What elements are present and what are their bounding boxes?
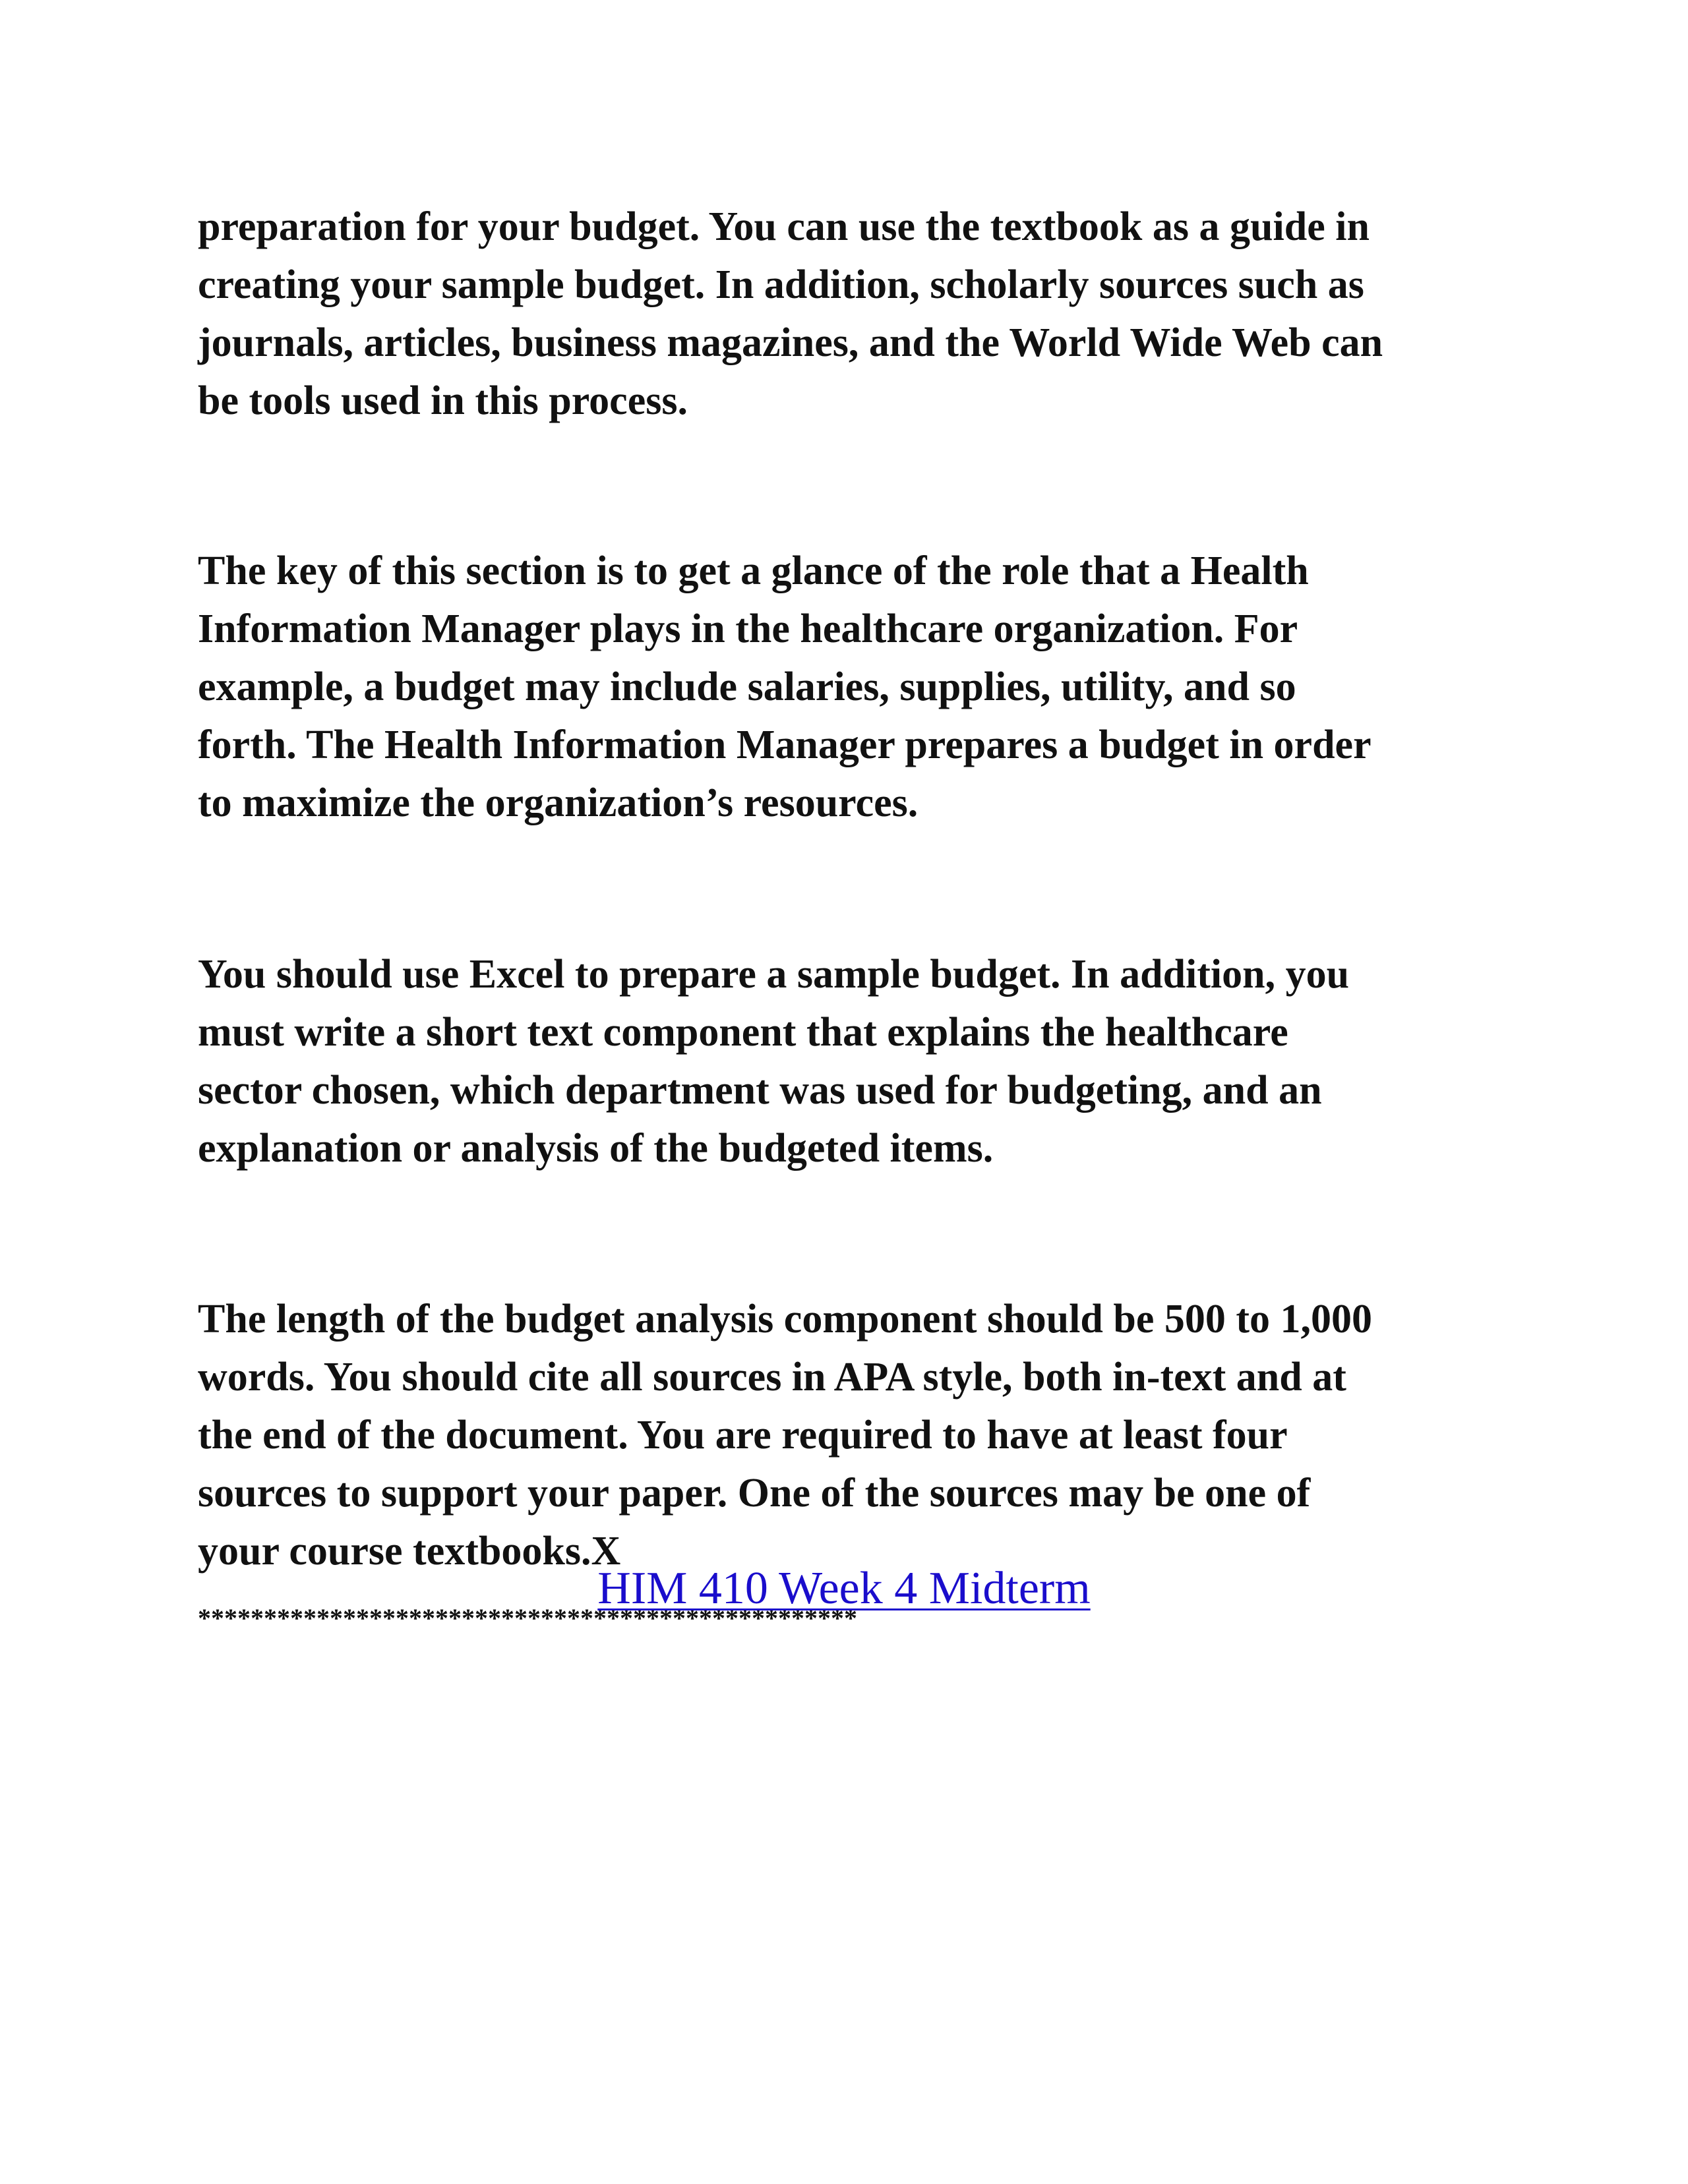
paragraph-length-requirements — [198, 1290, 1372, 1580]
text-line: the end of the document. You are required to have at least four — [198, 1413, 1288, 1458]
text-line: explanation or analysis of the budgeted items. — [198, 1126, 994, 1171]
paragraph-excel-budget — [198, 945, 1349, 1177]
text-line: creating your sample budget. In addition, scholarly sources such as — [198, 262, 1364, 307]
asterisk-separator: ************************************************** — [198, 1603, 857, 1633]
text-line: to maximize the organization’s resources. — [198, 781, 919, 825]
text-line: The length of the budget analysis component should be 500 to 1,000 — [198, 1297, 1373, 1342]
text-line: your course textbooks.X — [198, 1529, 621, 1574]
text-line: example, a budget may include salaries, supplies, utility, and so — [198, 664, 1296, 709]
text-line: must write a short text component that explains the healthcare — [198, 1010, 1288, 1055]
text-line: be tools used in this process. — [198, 378, 688, 423]
text-line: forth. The Health Information Manager prepares a budget in order — [198, 723, 1372, 767]
text-line: The key of this section is to get a glance of the role that a Health — [198, 548, 1309, 593]
paragraph-budget-preparation — [198, 198, 1383, 430]
paragraph-health-information-manager — [198, 542, 1372, 832]
text-line: journals, articles, business magazines, and the World Wide Web can — [198, 320, 1383, 365]
text-line: sources to support your paper. One of the sources may be one of — [198, 1471, 1311, 1516]
midterm-link[interactable]: HIM 410 Week 4 Midterm — [597, 1563, 1091, 1614]
text-line: sector chosen, which department was used for budgeting, and an — [198, 1068, 1322, 1113]
link-container — [0, 1559, 1688, 1618]
text-line: words. You should cite all sources in APA style, both in-text and at — [198, 1355, 1346, 1400]
text-line: preparation for your budget. You can use the textbook as a guide in — [198, 204, 1370, 249]
text-line: You should use Excel to prepare a sample budget. In addition, you — [198, 952, 1350, 997]
text-line: Information Manager plays in the healthcare organization. For — [198, 606, 1298, 651]
